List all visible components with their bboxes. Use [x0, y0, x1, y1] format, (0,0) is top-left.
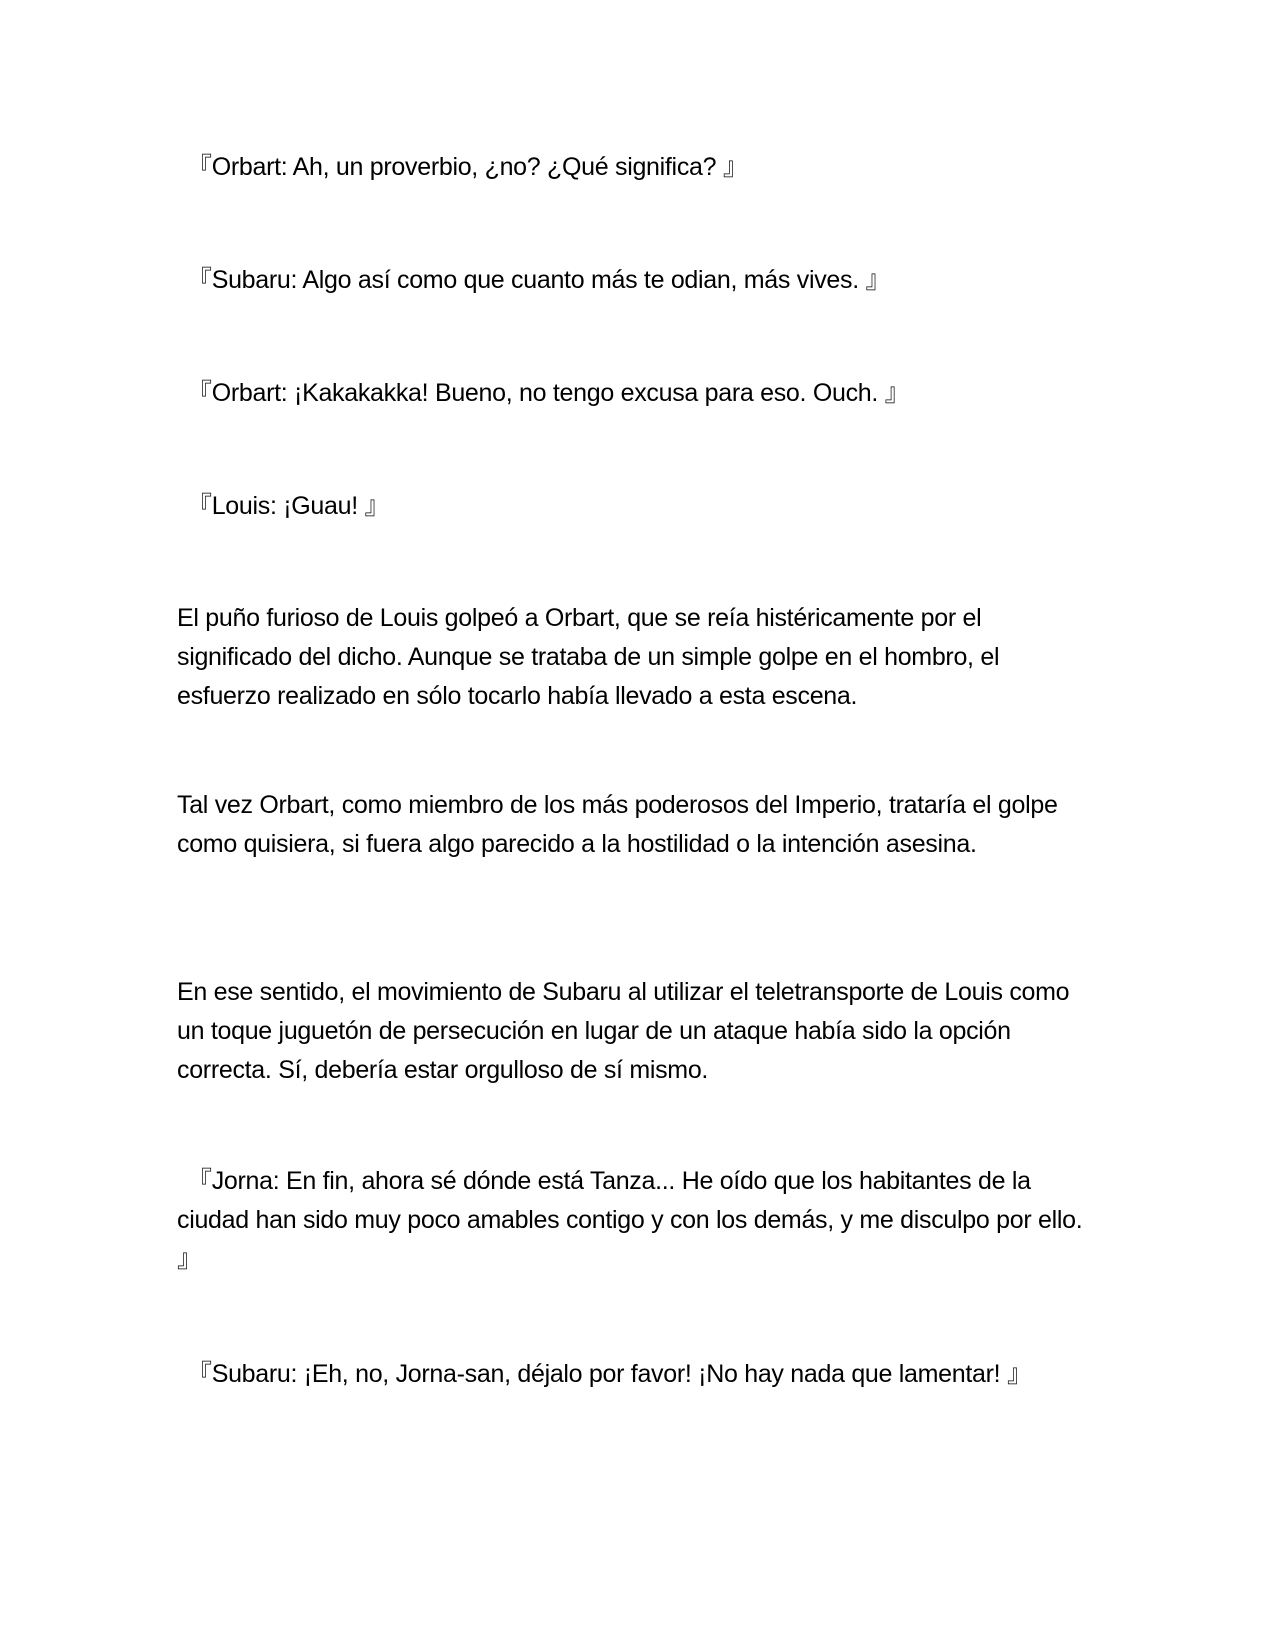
dialogue-orbart-laugh: 『Orbart: ¡Kakakakka! Bueno, no tengo excusa para eso. Ouch. 』	[187, 379, 910, 407]
dialogue-louis-guau: 『Louis: ¡Guau! 』	[187, 492, 390, 520]
narration-subaru-pride: En ese sentido, el movimiento de Subaru al utilizar el teletransporte de Louis como un toque juguetón de persecución en lugar de un ataque había sido la opción correcta. Sí, debería estar orgulloso de sí mismo.	[177, 978, 1070, 1084]
dialogue-subaru-meaning: 『Subaru: Algo así como que cuanto más te odian, más vives. 』	[187, 266, 891, 294]
narration-orbart-power: Tal vez Orbart, como miembro de los más poderosos del Imperio, trataría el golpe como quisiera, si fuera algo parecido a la hostilidad o la intención asesina.	[177, 791, 1058, 858]
narration-louis-punch: El puño furioso de Louis golpeó a Orbart, que se reía histéricamente por el significado del dicho. Aunque se trataba de un simple golpe en el hombro, el esfuerzo realizado en sólo tocarlo había llevado a esta escena.	[177, 604, 1000, 710]
dialogue-orbart-proverb: 『Orbart: Ah, un proverbio, ¿no? ¿Qué significa? 』	[187, 153, 748, 181]
dialogue-subaru-reply: 『Subaru: ¡Eh, no, Jorna-san, déjalo por favor! ¡No hay nada que lamentar! 』	[187, 1360, 1032, 1388]
dialogue-jorna-apology: 『Jorna: En fin, ahora sé dónde está Tanza... He oído que los habitantes de la ciudad han sido muy poco amables contigo y con los demás, y me disculpo por ello. 』	[177, 1167, 1083, 1273]
